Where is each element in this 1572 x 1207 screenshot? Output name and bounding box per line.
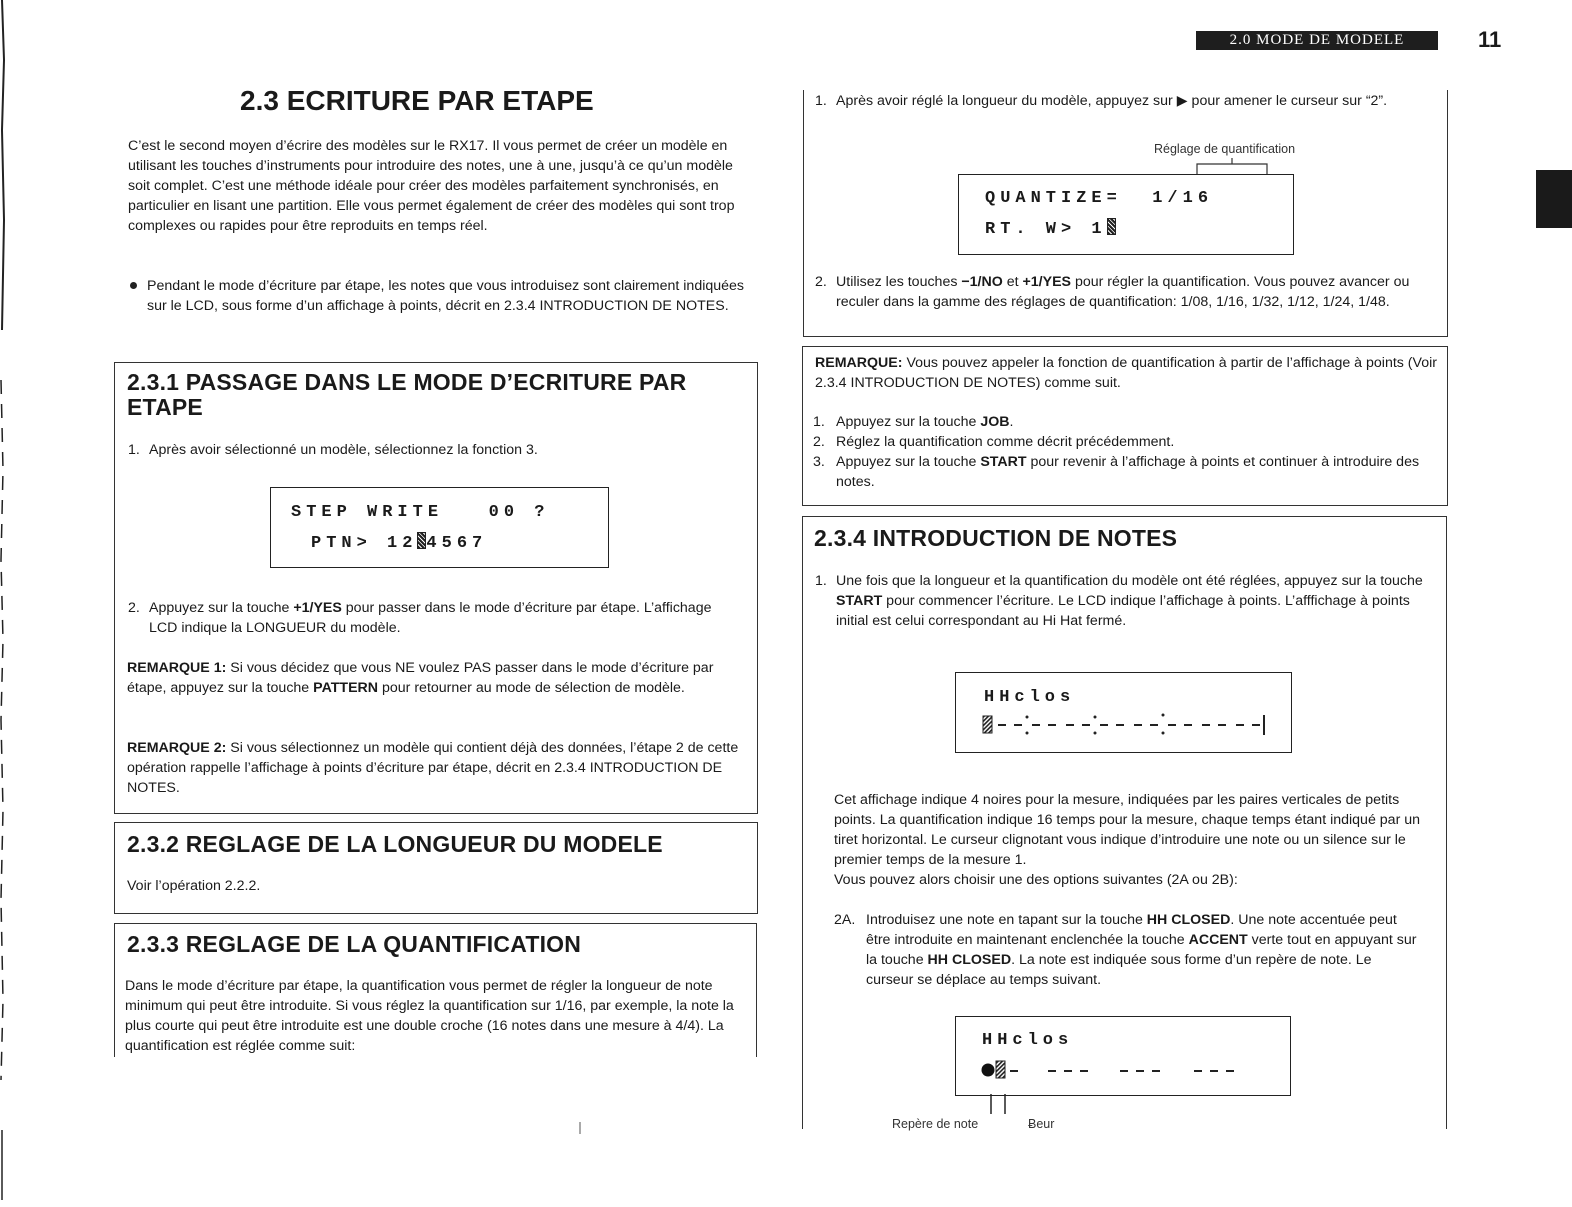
remark-label: REMARQUE: (815, 355, 903, 371)
lcd-dot-grid (982, 713, 1282, 743)
step-text-a: Une fois que la longueur et la quantification du modèle ont été réglées, appuyez sur la touche (836, 573, 1423, 589)
step-text-a: Appuyez sur la touche (836, 414, 981, 430)
note-callout-lines (985, 1094, 1015, 1116)
step-text-b: pour passer dans le mode d’écriture par étape. L’affichage LCD indique la LONGUEUR du modèle. (149, 600, 712, 636)
lcd-dot-display-initial (955, 672, 1292, 753)
option-text (866, 910, 1418, 990)
remark-body: Vous pouvez appeler la fonction de quantification à partir de l’affichage à points (Voir 2.3.4 INTRODUCTION DE NOTES) comme suit. (815, 355, 1437, 391)
page-number: 11 (1478, 27, 1502, 52)
page-speck (578, 1122, 582, 1137)
section-2-3-1-title: 2.3.1 PASSAGE DANS LE MODE D’ECRITURE PAR ETAPE (127, 369, 687, 420)
step-text-b: pour commencer l’écriture. Le LCD indique l’affichage à points. L’afffichage à points initial est celui correspondant au Hi Hat fermé. (836, 593, 1410, 629)
lcd-line-2-text: RT. W> 1 (985, 220, 1107, 239)
step-number: 2. (815, 274, 827, 290)
section-2-3-3-text: Dans le mode d’écriture par étape, la quantification vous permet de régler la longueur de note minimum qui peut être introduite. Si vous réglez la quantification sur 1/16, par exemple, la note la plus courte qui peut être introduite est une double croche (16 notes dans une mesure à 4/4). La quantification est réglée comme suit: (125, 978, 734, 1054)
lcd-step-write (270, 487, 609, 568)
section-2-3-3-title: 2.3.3 REGLAGE DE LA QUANTIFICATION (127, 931, 582, 957)
step-text (836, 272, 1436, 312)
step-number: 2. (813, 434, 825, 450)
lcd-line-2 (985, 218, 1116, 239)
step-text-b: et (1002, 274, 1023, 290)
remark-1-text-b: pour retourner au mode de sélection de modèle. (378, 680, 685, 696)
key-no: −1/NO (961, 274, 1003, 290)
step-number: 1. (815, 573, 827, 589)
step-text (149, 598, 739, 638)
options-sentence: Vous pouvez alors choisir une des options suivantes (2A ou 2B): (834, 872, 1238, 888)
step-number: 1. (128, 442, 140, 458)
step-text: Réglez la quantification comme décrit précédemment. (836, 434, 1175, 450)
lcd-quantize (958, 174, 1294, 255)
step-text-a: Appuyez sur la touche (836, 454, 981, 470)
binding-edge-marks (0, 0, 6, 1202)
bullet-text: Pendant le mode d’écriture par étape, les notes que vous introduisez sont clairement indiquées sur le LCD, sous forme d’un affichage à points, décrit en 2.3.4 INTRODUCTION DE NOTES. (147, 278, 745, 314)
remark-1 (127, 658, 747, 698)
step-text-a: Appuyez sur la touche (149, 600, 294, 616)
option-text-b: . Une note accentuée peut être introduite en maintenant enclenchée la touche (866, 912, 1397, 948)
step-number: 3. (813, 454, 825, 470)
option-text-c: verte tout en appuyant sur la touche (866, 932, 1417, 968)
remark-text (815, 353, 1437, 393)
key-pattern: PATTERN (313, 680, 379, 696)
remark-1-label: REMARQUE 1: (127, 660, 227, 676)
remark-2 (127, 738, 747, 798)
remark-1-text-a: Si vous décidez que vous NE voulez PAS passer dans le mode d’écriture par étape, appuyez sur la touche (127, 660, 714, 696)
step-text-a: Utilisez les touches (836, 274, 962, 290)
blinking-cursor (1107, 218, 1116, 235)
bullet-dot (130, 282, 137, 289)
option-text-a: Introduisez une note en tapant sur la touche (866, 912, 1147, 928)
key-hh-closed-2: HH CLOSED (927, 952, 1012, 968)
step-text (836, 412, 1436, 432)
section-2-3-2-title: 2.3.2 REGLAGE DE LA LONGUEUR DU MODELE (127, 831, 663, 857)
step-text (836, 571, 1426, 631)
key-accent: ACCENT (1188, 932, 1248, 948)
step-text-b: . (1009, 414, 1014, 430)
quantize-callout-label: Réglage de quantification (1154, 142, 1296, 156)
step-number: 1. (815, 93, 827, 109)
lcd-line-1: QUANTIZE= 1/16 (985, 189, 1214, 208)
key-yes: +1/YES (1022, 274, 1072, 290)
lcd-line-1: HHclos (982, 1031, 1074, 1050)
binding-edge (0, 0, 6, 1202)
remark-2-label: REMARQUE 2: (127, 740, 227, 756)
key-start: START (980, 454, 1027, 470)
label-note-marker: Repère de note (892, 1117, 979, 1131)
step-number: 2. (128, 600, 140, 616)
lcd-line-1: STEP WRITE 00 ? (291, 503, 550, 522)
key-yes: +1/YES (293, 600, 342, 616)
remark-2-text: Si vous sélectionnez un modèle qui contient déjà des données, l’étape 2 de cette opération rappelle l’affichage à points d’écriture par étape, décrit en 2.3.4 INTRODUCTION DE NOTES. (127, 740, 739, 796)
lcd-dot-display-note (955, 1016, 1291, 1096)
lcd-note-grid (980, 1057, 1280, 1087)
key-hh-closed: HH CLOSED (1146, 912, 1231, 928)
section-2-3-2-text: Voir l’opération 2.2.2. (127, 878, 261, 894)
lcd-line-2-start: PTN> 12 (311, 534, 418, 553)
step-text: Après avoir réglé la longueur du modèle, appuyez sur ▶ pour amener le curseur sur “2”. (836, 93, 1388, 109)
section-header-label: 2.0 MODE DE MODELE (1196, 31, 1438, 50)
key-start: START (836, 593, 883, 609)
lcd-line-2-end: 4567 (426, 534, 488, 553)
chapter-tab (1536, 170, 1572, 228)
step-text (836, 452, 1426, 492)
lcd-line-2 (311, 532, 487, 553)
lcd-line-1: HHclos (984, 688, 1076, 707)
option-text-d: . La note est indiquée sous forme d’un repère de note. Le curseur se déplace au temps suivant. (866, 952, 1372, 988)
page-title: 2.3 ECRITURE PAR ETAPE (240, 85, 594, 116)
dot-display-paragraph: Cet affichage indique 4 noires pour la mesure, indiquées par les paires verticales de petits points. La quantification indique 16 temps pour la mesure, chaque temps étant indiqué par un tiret horizontal. Le curseur clignotant vous indique d’introduire une note ou un silence sur le premier temps de la mesure 1. (834, 792, 1421, 868)
section-2-3-4-title: 2.3.4 INTRODUCTION DE NOTES (814, 525, 1178, 551)
step-text-b: pour revenir à l’affichage à points et continuer à introduire des notes. (836, 454, 1420, 490)
key-job: JOB (980, 414, 1010, 430)
step-text-c: pour régler la quantification. Vous pouvez avancer ou reculer dans la gamme des réglages de quantification: 1/08, 1/16, 1/32, 1/12, 1/24, 1/48. (836, 274, 1410, 310)
intro-paragraph: C’est le second moyen d’écrire des modèles sur le RX17. Il vous permet de créer un modèle en utilisant les touches d’instruments pour introduire des notes, une à une, jusqu’à ce qu’un modèle soit complet. C’est une méthode idéale pour créer des modèles parfaitement synchronisés, en particulier en lisant une partition. Elle vous permet également de créer des modèles qui sont trop complexes ou rapides pour être reproduits en temps réel. (128, 138, 735, 234)
step-number: 1. (813, 414, 825, 430)
step-text: Après avoir sélectionné un modèle, sélectionnez la fonction 3. (149, 442, 538, 458)
option-number: 2A. (834, 912, 856, 928)
label-cursor: Ƀeur (1028, 1117, 1055, 1131)
note-marker (982, 1064, 995, 1077)
